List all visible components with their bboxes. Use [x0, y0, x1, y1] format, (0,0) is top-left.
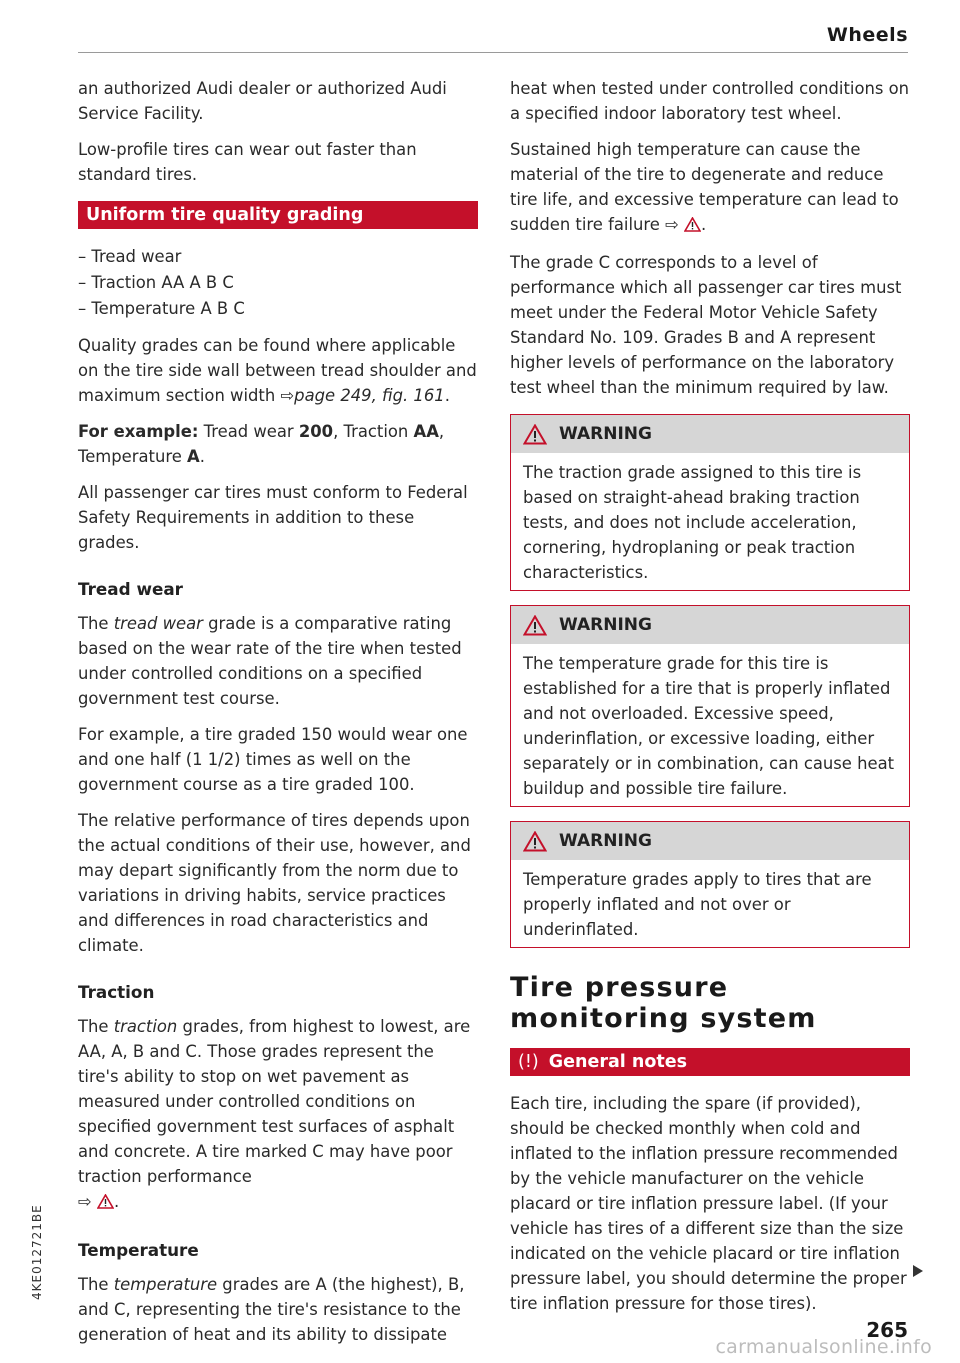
example-label: For example: [78, 422, 199, 441]
paragraph: Each tire, including the spare (if provided), should be checked monthly when cold and inflated to the inflation pressure recommended by the vehicle manufacturer on the vehicle placard or tire inflation pressure label. (If your vehicle has tires of a different size than the size indicated on the vehicle placard or tire inflation pressure label, you should determine the proper tire inflation pressure for those tires). [510, 1094, 907, 1313]
warning-box [510, 414, 910, 591]
paragraph-text: grades, from highest to lowest, are AA, A, B and C. Those grades represent the tire's ability to stop on wet pavement as measured under controlled conditions on specified government test surfaces of asphalt and concrete. A tire marked C may have poor traction performance [78, 1017, 471, 1186]
warning-title: WARNING [559, 831, 652, 851]
example-value: A [187, 447, 200, 466]
paragraph-text: grades are A (the highest), B, and C, representing the tire's resistance to the generation of heat and its ability to dissipate [78, 1275, 465, 1344]
paragraph [78, 333, 478, 408]
example-text: , Temperature [78, 422, 445, 466]
example-value: 200 [298, 422, 334, 441]
header-divider [78, 52, 908, 53]
emphasis-text: traction [113, 1017, 178, 1036]
paragraph-text: grade is a comparative rating based on the wear rate of the tire when tested under controlled conditions on a specified government test course. [78, 614, 462, 708]
example-value: AA [413, 422, 439, 441]
emphasis-text: tread wear [113, 614, 203, 633]
right-column [510, 76, 910, 1327]
warning-triangle-icon[interactable] [97, 1191, 114, 1216]
ref-arrow-icon: ⇨ [280, 386, 295, 405]
warning-header [511, 822, 909, 860]
paragraph: heat when tested under controlled conditions on a specified indoor laboratory test wheel. [510, 79, 910, 123]
punctuation: . [199, 447, 205, 466]
ref-arrow-icon: ⇨ [78, 1192, 92, 1211]
paragraph [78, 611, 478, 711]
paragraph: All passenger car tires must conform to Federal Safety Requirements in addition to these grades. [78, 483, 468, 552]
list-item: – Temperature A B C [78, 299, 245, 318]
list-item: – Traction AA A B C [78, 273, 234, 292]
paragraph: The relative performance of tires depends upon the actual conditions of their use, however, and may depart significantly from the norm due to variations in driving habits, service practices and differences in road characteristics and climate. [78, 811, 471, 955]
subheading-tread-wear: Tread wear [78, 579, 183, 599]
continue-arrow-icon [913, 1265, 923, 1277]
warning-box [510, 821, 910, 948]
example-paragraph [78, 419, 478, 469]
section-title-general-notes [510, 1048, 910, 1076]
chapter-title: Tire pressure monitoring system [510, 972, 817, 1034]
paragraph-text: Sustained high temperature can cause the material of the tire to degenerate and reduce tire life, and excessive temperature can lead to sudden tire failure [510, 140, 899, 234]
watermark: carmanualsonline.info [715, 1336, 932, 1358]
document-code: 4KE012721BE [30, 1204, 44, 1300]
subheading-traction: Traction [78, 982, 155, 1002]
warning-title: WARNING [559, 424, 652, 444]
ref-arrow-icon: ⇨ [665, 215, 679, 234]
section-title-text: General notes [548, 1052, 687, 1072]
paragraph-text: Quality grades can be found where applicable on the tire side wall between tread shoulder and maximum section width [78, 336, 477, 405]
paragraph: For example, a tire graded 150 would wear one and one half (1 1/2) times as well on the government course as a tire graded 100. [78, 725, 468, 794]
warning-triangle-icon [523, 424, 547, 445]
warning-triangle-icon[interactable] [684, 214, 701, 239]
warning-header [511, 606, 909, 644]
warning-text: Temperature grades apply to tires that are properly inflated and not over or underinflated. [523, 870, 872, 939]
paragraph [78, 1272, 478, 1347]
paragraph [510, 137, 910, 239]
punctuation: . [444, 386, 450, 405]
info-circle-icon: (!) [518, 1052, 539, 1072]
punctuation: . [701, 215, 707, 234]
paragraph: an authorized Audi dealer or authorized Audi Service Facility. [78, 79, 447, 123]
paragraph: The grade C corresponds to a level of performance which all passenger car tires must meet under the Federal Motor Vehicle Safety Standard No. 109. Grades B and A represent higher levels of performance on the laboratory test wheel than the minimum required by law. [510, 253, 902, 397]
emphasis-text: temperature [113, 1275, 218, 1294]
grade-list [78, 244, 478, 322]
paragraph: Low-profile tires can wear out faster than standard tires. [78, 140, 417, 184]
warning-header [511, 415, 909, 453]
section-title-uniform-tire-quality-grading: Uniform tire quality grading [78, 201, 478, 229]
punctuation: . [113, 1192, 120, 1211]
page-reference-link[interactable]: page 249, fig. 161 [294, 386, 445, 405]
paragraph-text: The [78, 1017, 114, 1036]
paragraph-text: The [78, 1275, 114, 1294]
warning-triangle-icon [523, 615, 547, 636]
list-item: – Tread wear [78, 247, 182, 266]
warning-triangle-icon [523, 831, 547, 852]
subheading-temperature: Temperature [78, 1240, 199, 1260]
left-column [78, 76, 478, 1358]
page-header-title: Wheels [826, 24, 908, 46]
warning-text: The temperature grade for this tire is established for a tire that is properly inflated and not overloaded. Excessive speed, underinflation, or excessive loading, either separately or in combination, can cause heat buildup and possible tire failure. [523, 654, 895, 798]
warning-text: The traction grade assigned to this tire is based on straight-ahead braking traction tests, and does not include acceleration, cornering, hydroplaning or peak traction characteristics. [523, 463, 862, 582]
page-number: 265 [866, 1318, 908, 1342]
example-text: Tread wear [198, 422, 299, 441]
example-text: , Traction [333, 422, 414, 441]
warning-title: WARNING [559, 615, 652, 635]
paragraph [78, 1014, 478, 1216]
warning-box [510, 605, 910, 807]
paragraph-text: The [78, 614, 114, 633]
